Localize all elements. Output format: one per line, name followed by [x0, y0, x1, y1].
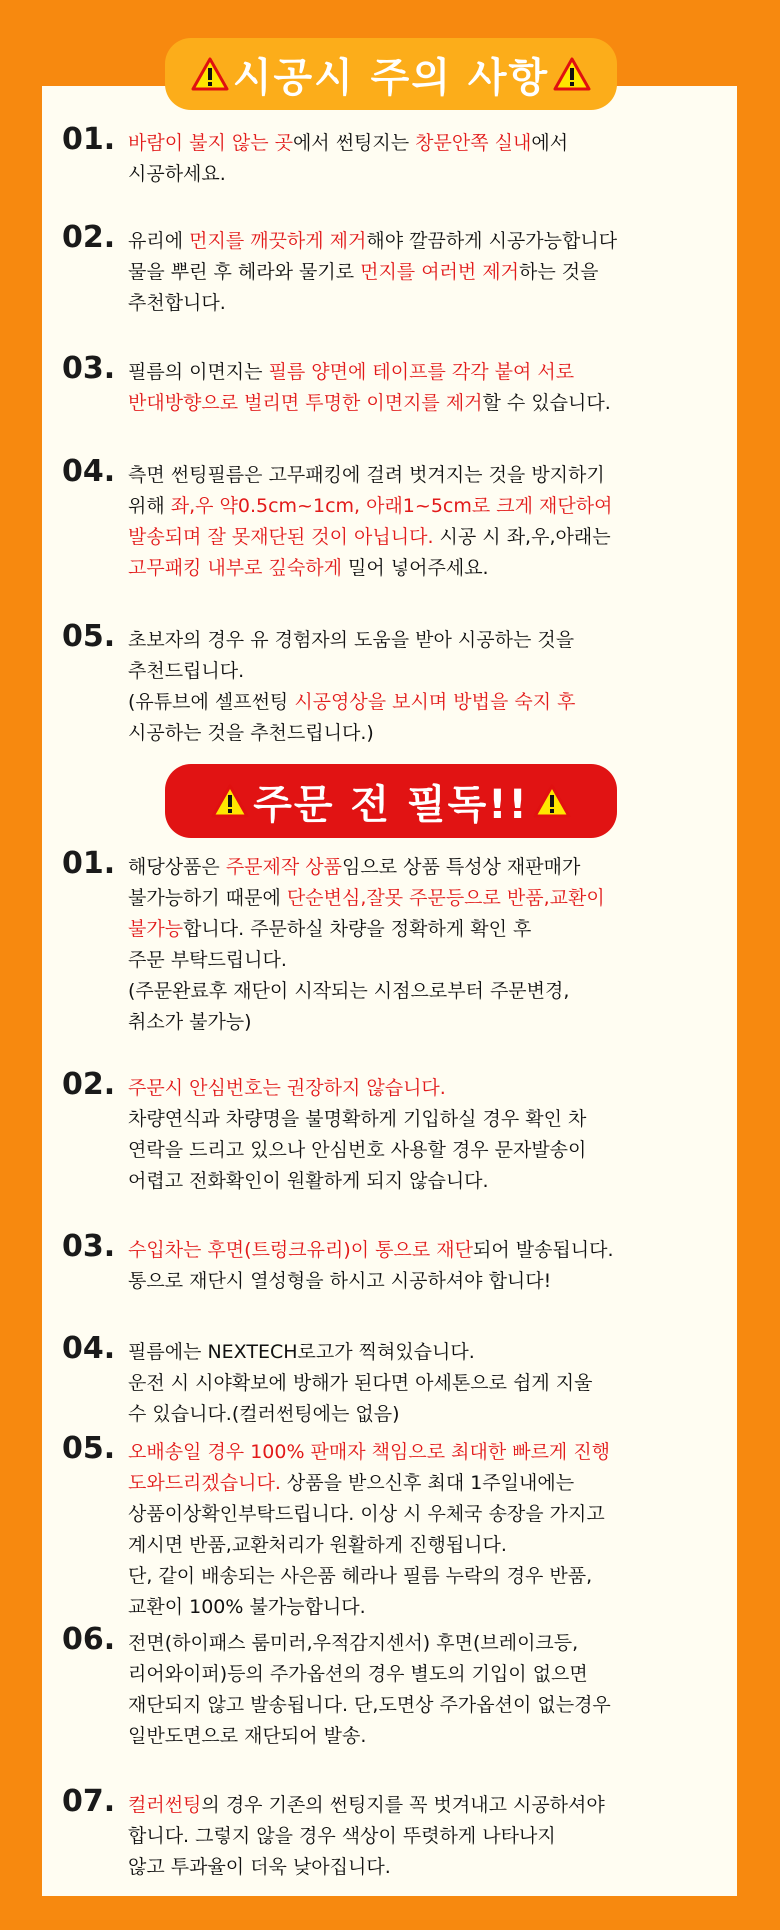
text-line: [128, 553, 728, 584]
body-text: 해야 깔끔하게 시공가능합니다: [366, 230, 618, 252]
body-text: 연락을 드리고 있으나 안심번호 사용할 경우 문자발송이: [128, 1139, 587, 1161]
highlight-text: 컬러썬팅: [128, 1794, 202, 1816]
body-text: 통으로 재단시 열성형을 하시고 시공하셔야 합니다!: [128, 1270, 552, 1292]
item-number: 02.: [62, 220, 116, 255]
text-line: [128, 1790, 728, 1821]
item-number: 02.: [62, 1067, 116, 1102]
must-read-banner: [165, 764, 617, 838]
item-text: [128, 226, 728, 319]
body-text: 합니다. 주문하실 차량을 정확하게 확인 후: [183, 918, 532, 940]
text-line: [128, 976, 728, 1007]
highlight-text: 고무패킹 내부로 깊숙하게: [128, 557, 342, 579]
text-line: [128, 1721, 728, 1752]
caution-title: 시공시 주의 사항: [232, 54, 550, 101]
text-line: [128, 1135, 728, 1166]
text-line: [128, 1852, 728, 1883]
highlight-text: 단순변심,잘못 주문등으로 반품,교환이: [286, 887, 605, 909]
item-number: 05.: [62, 619, 116, 654]
text-line: [128, 687, 728, 718]
body-text: 측면 썬팅필름은 고무패킹에 걸려 벗겨지는 것을 방지하기: [128, 464, 605, 486]
body-text: 에서: [531, 132, 569, 154]
item-number: 05.: [62, 1431, 116, 1466]
highlight-text: 수입차는 후면(트렁크유리)이 통으로 재단: [128, 1239, 473, 1261]
item-number: 04.: [62, 1331, 116, 1366]
text-line: [128, 1628, 728, 1659]
body-text: 운전 시 시야확보에 방해가 된다면 아세톤으로 쉽게 지울: [128, 1372, 593, 1394]
body-text: 상품이상확인부탁드립니다. 이상 시 우체국 송장을 가지고: [128, 1503, 605, 1525]
warning-icon: [553, 57, 591, 91]
highlight-text: 필름 양면에 테이프를 각각 붙여 서로: [268, 361, 575, 383]
body-text: 시공하세요.: [128, 163, 226, 185]
item-number: 01.: [62, 122, 116, 157]
text-line: [128, 1530, 728, 1561]
item-number: 04.: [62, 454, 116, 489]
highlight-text: 불가능: [128, 918, 184, 940]
text-line: [128, 460, 728, 491]
text-line: [128, 656, 728, 687]
body-text: 불가능하기 때문에: [128, 887, 287, 909]
highlight-text: 발송되며 잘 못재단된 것이 아닙니다.: [128, 526, 434, 548]
text-line: [128, 883, 728, 914]
highlight-text: 좌,우 약0.5cm~1cm, 아래1~5cm로 크게 재단하여: [170, 495, 613, 517]
text-line: [128, 1690, 728, 1721]
body-text: 하는 것을: [519, 261, 599, 283]
item-number: 03.: [62, 1229, 116, 1264]
body-text: 시공 시 좌,우,아래는: [433, 526, 611, 548]
text-line: [128, 1104, 728, 1135]
text-line: [128, 388, 728, 419]
item-number: 01.: [62, 846, 116, 881]
item-text: [128, 128, 728, 190]
text-line: [128, 1561, 728, 1592]
item-number: 07.: [62, 1784, 116, 1819]
text-line: [128, 625, 728, 656]
text-line: [128, 1073, 728, 1104]
body-text: 전면(하이패스 룸미러,우적감지센서) 후면(브레이크등,: [128, 1632, 579, 1654]
text-line: [128, 718, 728, 749]
text-line: [128, 1592, 728, 1623]
body-text: 밀어 넣어주세요.: [341, 557, 489, 579]
body-text: 위해: [128, 495, 171, 517]
caution-banner: [165, 38, 617, 110]
highlight-text: 주문시 안심번호는 권장하지 않습니다.: [128, 1077, 446, 1099]
body-text: 필름에는 NEXTECH로고가 찍혀있습니다.: [128, 1341, 475, 1363]
item-number: 03.: [62, 351, 116, 386]
item-text: [128, 1235, 728, 1297]
item-text: [128, 357, 728, 419]
text-line: [128, 159, 728, 190]
body-text: (유튜브에 셀프썬팅: [128, 691, 295, 713]
highlight-text: 반대방향으로 벌리면 투명한 이면지를 제거: [128, 392, 483, 414]
highlight-text: 오배송일 경우 100% 판매자 책임으로 최대한 빠르게 진행: [128, 1441, 611, 1463]
text-line: [128, 522, 728, 553]
highlight-text: 도와드리겠습니다.: [128, 1472, 281, 1494]
item-text: [128, 1790, 728, 1883]
body-text: 초보자의 경우 유 경험자의 도움을 받아 시공하는 것을: [128, 629, 575, 651]
body-text: 합니다. 그렇지 않을 경우 색상이 뚜렷하게 나타나지: [128, 1825, 556, 1847]
warning-icon: [533, 784, 571, 818]
text-line: [128, 1337, 728, 1368]
highlight-text: 시공영상을 보시며 방법을 숙지 후: [294, 691, 576, 713]
text-line: [128, 226, 728, 257]
body-text: (주문완료후 재단이 시작되는 시점으로부터 주문변경,: [128, 980, 570, 1002]
body-text: 시공하는 것을 추천드립니다.): [128, 722, 374, 744]
text-line: [128, 852, 728, 883]
body-text: 교환이 100% 불가능합니다.: [128, 1596, 366, 1618]
text-line: [128, 1007, 728, 1038]
body-text: 차량연식과 차량명을 불명확하게 기입하실 경우 확인 차: [128, 1108, 587, 1130]
text-line: [128, 1468, 728, 1499]
item-number: 06.: [62, 1622, 116, 1657]
text-line: [128, 1821, 728, 1852]
text-line: [128, 288, 728, 319]
highlight-text: 창문안쪽 실내: [415, 132, 532, 154]
body-text: 단, 같이 배송되는 사은품 헤라나 필름 누락의 경우 반품,: [128, 1565, 593, 1587]
text-line: [128, 1166, 728, 1197]
item-text: [128, 852, 728, 1038]
text-line: [128, 1266, 728, 1297]
body-text: 추천합니다.: [128, 292, 226, 314]
text-line: [128, 1235, 728, 1266]
body-text: 어렵고 전화확인이 원활하게 되지 않습니다.: [128, 1170, 489, 1192]
text-line: [128, 128, 728, 159]
highlight-text: 먼지를 여러번 제거: [360, 261, 520, 283]
body-text: 추천드립니다.: [128, 660, 245, 682]
body-text: 의 경우 기존의 썬팅지를 꼭 벗겨내고 시공하셔야: [201, 1794, 605, 1816]
text-line: [128, 1499, 728, 1530]
item-text: [128, 1073, 728, 1197]
item-text: [128, 1337, 728, 1430]
body-text: 수 있습니다.(컬러썬팅에는 없음): [128, 1403, 400, 1425]
body-text: 상품을 받으신후 최대 1주일내에는: [280, 1472, 575, 1494]
text-line: [128, 257, 728, 288]
body-text: 리어와이퍼)등의 주가옵션의 경우 별도의 기입이 없으면: [128, 1663, 588, 1685]
warning-icon: [211, 784, 249, 818]
must-read-title: 주문 전 필독!!: [253, 781, 529, 828]
body-text: 물을 뿌린 후 헤라와 물기로: [128, 261, 361, 283]
body-text: 할 수 있습니다.: [482, 392, 611, 414]
body-text: 계시면 반품,교환처리가 원활하게 진행됩니다.: [128, 1534, 507, 1556]
body-text: 해당상품은: [128, 856, 226, 878]
item-text: [128, 625, 728, 749]
item-text: [128, 1628, 728, 1752]
text-line: [128, 914, 728, 945]
highlight-text: 주문제작 상품: [225, 856, 342, 878]
body-text: 필름의 이면지는: [128, 361, 269, 383]
text-line: [128, 357, 728, 388]
body-text: 재단되지 않고 발송됩니다. 단,도면상 주가옵션이 없는경우: [128, 1694, 611, 1716]
body-text: 취소가 불가능): [128, 1011, 252, 1033]
text-line: [128, 1437, 728, 1468]
text-line: [128, 1399, 728, 1430]
warning-icon: [191, 57, 229, 91]
text-line: [128, 491, 728, 522]
body-text: 않고 투과율이 더욱 낮아집니다.: [128, 1856, 391, 1878]
text-line: [128, 1659, 728, 1690]
body-text: 주문 부탁드립니다.: [128, 949, 287, 971]
text-line: [128, 1368, 728, 1399]
body-text: 일반도면으로 재단되어 발송.: [128, 1725, 367, 1747]
body-text: 유리에: [128, 230, 190, 252]
body-text: 임으로 상품 특성상 재판매가: [341, 856, 581, 878]
item-text: [128, 1437, 728, 1623]
item-text: [128, 460, 728, 584]
body-text: 에서 썬팅지는: [292, 132, 416, 154]
body-text: 되어 발송됩니다.: [472, 1239, 614, 1261]
highlight-text: 먼지를 깨끗하게 제거: [189, 230, 367, 252]
text-line: [128, 945, 728, 976]
highlight-text: 바람이 불지 않는 곳: [128, 132, 293, 154]
